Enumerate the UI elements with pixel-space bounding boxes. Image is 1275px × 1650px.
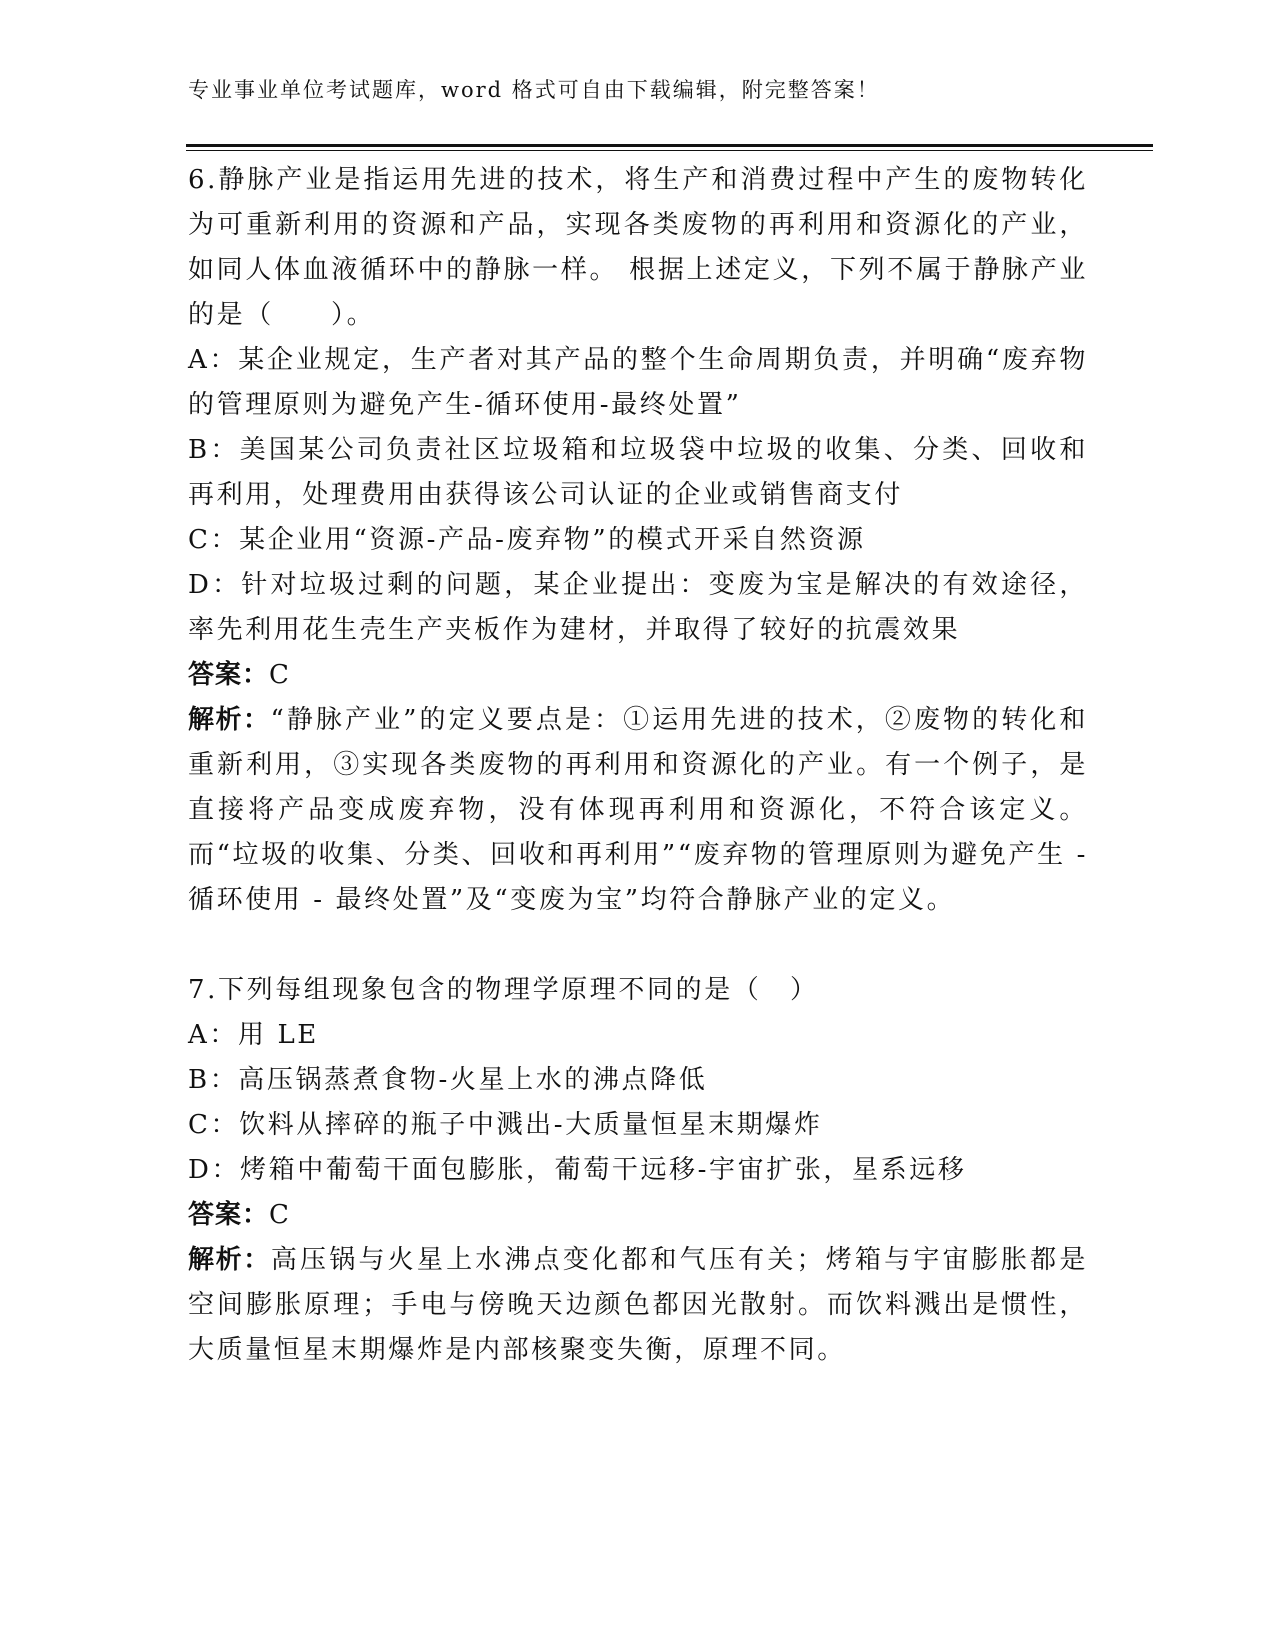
question-7-option-c: C：饮料从摔碎的瓶子中溅出-大质量恒星末期爆炸: [188, 1110, 823, 1140]
question-6-answer: [188, 653, 1088, 698]
question-6-option-c: C：某企业用“资源-产品-废弃物”的模式开采自然资源: [188, 525, 866, 555]
answer-value: C: [269, 1200, 292, 1230]
question-7-answer: [188, 1193, 1088, 1238]
question-7-option-d: D：烤箱中葡萄干面包膨胀，葡萄干远移-宇宙扩张，星系远移: [188, 1155, 967, 1185]
answer-value: C: [269, 660, 292, 690]
analysis-label: 解析：: [188, 705, 271, 735]
question-spacer: [188, 923, 1088, 968]
analysis-text: “静脉产业”的定义要点是：①运用先进的技术，②废物的转化和重新利用，③实现各类废物的再利用和资源化的产业。有一个例子，是直接将产品变成废弃物，没有体现再利用和资源化，不符合该定义。而“垃圾的收集、分类、回收和再利用”“废弃物的管理原则为避免产生 - 循环使用 - 最终处置”及“变废为宝”均符合静脉产业的定义。: [188, 705, 1088, 915]
question-6-analysis: [188, 698, 1088, 923]
analysis-text: 高压锅与火星上水沸点变化都和气压有关；烤箱与宇宙膨胀都是空间膨胀原理；手电与傍晚天边颜色都因光散射。而饮料溅出是惯性，大质量恒星末期爆炸是内部核聚变失衡，原理不同。: [188, 1245, 1088, 1365]
question-6-option-d: D：针对垃圾过剩的问题，某企业提出：变废为宝是解决的有效途径，率先利用花生壳生产夹板作为建材，并取得了较好的抗震效果: [188, 570, 1088, 645]
question-6-stem: 6.静脉产业是指运用先进的技术，将生产和消费过程中产生的废物转化为可重新利用的资源和产品，实现各类废物的再利用和资源化的产业，如同人体血液循环中的静脉一样。 根据上述定义，下列不属于静脉产业的是（ ）。: [188, 165, 1088, 330]
header-rule-thin: [186, 150, 1153, 151]
question-7-analysis: [188, 1238, 1088, 1373]
answer-label: 答案：: [188, 1200, 270, 1230]
questions-content: [188, 158, 1088, 1373]
question-7-stem: 7.下列每组现象包含的物理学原理不同的是（ ）: [188, 975, 819, 1005]
question-7-option-b: B：高压锅蒸煮食物-火星上水的沸点降低: [188, 1065, 708, 1095]
answer-label: 答案：: [188, 660, 270, 690]
analysis-label: 解析：: [188, 1245, 271, 1275]
question-6: [188, 158, 1088, 923]
question-7: [188, 968, 1088, 1373]
page-header: 专业事业单位考试题库，word 格式可自由下载编辑，附完整答案！: [188, 78, 880, 102]
question-7-option-a: A：用 LE: [188, 1020, 319, 1050]
question-6-option-b: B：美国某公司负责社区垃圾箱和垃圾袋中垃圾的收集、分类、回收和再利用，处理费用由获得该公司认证的企业或销售商支付: [188, 435, 1088, 510]
header-rule-thick: [186, 144, 1153, 147]
question-6-option-a: A：某企业规定，生产者对其产品的整个生命周期负责，并明确“废弃物的管理原则为避免产生-循环使用-最终处置”: [188, 345, 1088, 420]
